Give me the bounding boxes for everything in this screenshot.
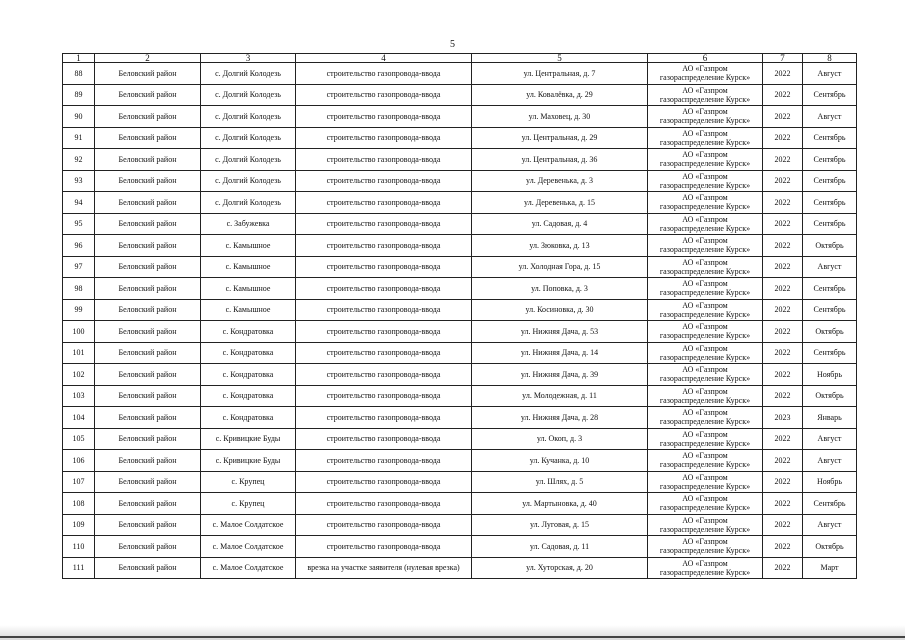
month-cell: Сентябрь	[803, 278, 857, 300]
month-cell: Сентябрь	[803, 149, 857, 171]
work-type-cell: строительство газопровода-ввода	[296, 364, 472, 386]
organization-cell	[648, 106, 763, 128]
settlement-cell: с. Малое Солдатское	[201, 557, 296, 579]
organization-line-2: газораспределение Курск»	[659, 94, 751, 104]
column-number-row	[63, 54, 857, 63]
organization-line-1: АО «Газпром	[682, 365, 728, 375]
month-cell: Сентябрь	[803, 342, 857, 364]
district-cell: Беловский район	[95, 536, 201, 558]
organization-line-1: АО «Газпром	[682, 150, 728, 160]
table-row	[63, 321, 857, 343]
year-cell: 2022	[763, 106, 803, 128]
settlement-cell: с. Кривицкие Буды	[201, 450, 296, 472]
organization-cell	[648, 428, 763, 450]
organization-line-1: АО «Газпром	[682, 85, 728, 95]
year-cell: 2022	[763, 235, 803, 257]
organization-line-2: газораспределение Курск»	[659, 438, 751, 448]
year-cell: 2023	[763, 407, 803, 429]
organization-cell	[648, 321, 763, 343]
year-cell: 2022	[763, 514, 803, 536]
settlement-cell: с. Кондратовка	[201, 407, 296, 429]
year-cell: 2022	[763, 63, 803, 85]
organization-line-2: газораспределение Курск»	[659, 417, 751, 427]
settlement-cell: с. Кондратовка	[201, 321, 296, 343]
month-cell: Август	[803, 106, 857, 128]
organization-line-2: газораспределение Курск»	[659, 331, 751, 341]
organization-cell	[648, 235, 763, 257]
row-number-cell: 110	[63, 536, 95, 558]
settlement-cell: с. Долгий Колодезь	[201, 63, 296, 85]
organization-line-2: газораспределение Курск»	[659, 546, 751, 556]
organization-line-1: АО «Газпром	[682, 494, 728, 504]
organization-line-1: АО «Газпром	[682, 515, 728, 525]
address-cell: ул. Деревенька, д. 3	[472, 170, 648, 192]
row-number-cell: 104	[63, 407, 95, 429]
month-cell: Октябрь	[803, 536, 857, 558]
organization-cell	[648, 514, 763, 536]
organization-cell	[648, 493, 763, 515]
organization-line-1: АО «Газпром	[682, 472, 728, 482]
year-cell: 2022	[763, 342, 803, 364]
district-cell: Беловский район	[95, 213, 201, 235]
settlement-cell: с. Камышное	[201, 235, 296, 257]
work-type-cell: строительство газопровода-ввода	[296, 428, 472, 450]
settlement-cell: с. Долгий Колодезь	[201, 106, 296, 128]
address-cell: ул. Маховец, д. 30	[472, 106, 648, 128]
year-cell: 2022	[763, 428, 803, 450]
table-row	[63, 127, 857, 149]
year-cell: 2022	[763, 385, 803, 407]
district-cell: Беловский район	[95, 407, 201, 429]
address-cell: ул. Садовая, д. 11	[472, 536, 648, 558]
row-number-cell: 95	[63, 213, 95, 235]
organization-cell	[648, 213, 763, 235]
settlement-cell: с. Камышное	[201, 299, 296, 321]
organization-cell	[648, 557, 763, 579]
column-header: 3	[201, 54, 296, 63]
organization-cell	[648, 407, 763, 429]
organization-line-2: газораспределение Курск»	[659, 159, 751, 169]
address-cell: ул. Центральная, д. 7	[472, 63, 648, 85]
address-cell: ул. Нижняя Дача, д. 28	[472, 407, 648, 429]
table-row	[63, 536, 857, 558]
row-number-cell: 107	[63, 471, 95, 493]
table-row	[63, 106, 857, 128]
month-cell: Сентябрь	[803, 170, 857, 192]
organization-line-1: АО «Газпром	[682, 214, 728, 224]
year-cell: 2022	[763, 192, 803, 214]
work-type-cell: строительство газопровода-ввода	[296, 235, 472, 257]
column-header: 5	[472, 54, 648, 63]
organization-line-1: АО «Газпром	[682, 322, 728, 332]
organization-line-1: АО «Газпром	[682, 107, 728, 117]
year-cell: 2022	[763, 471, 803, 493]
organization-cell	[648, 149, 763, 171]
district-cell: Беловский район	[95, 192, 201, 214]
row-number-cell: 105	[63, 428, 95, 450]
district-cell: Беловский район	[95, 256, 201, 278]
column-header: 6	[648, 54, 763, 63]
address-cell: ул. Поповка, д. 3	[472, 278, 648, 300]
settlement-cell: с. Долгий Колодезь	[201, 149, 296, 171]
organization-line-2: газораспределение Курск»	[659, 309, 751, 319]
row-number-cell: 99	[63, 299, 95, 321]
table-row	[63, 471, 857, 493]
settlement-cell: с. Кондратовка	[201, 364, 296, 386]
district-cell: Беловский район	[95, 342, 201, 364]
table-row	[63, 256, 857, 278]
column-header: 4	[296, 54, 472, 63]
address-cell: ул. Мартыновка, д. 40	[472, 493, 648, 515]
settlement-cell: с. Долгий Колодезь	[201, 84, 296, 106]
work-type-cell: строительство газопровода-ввода	[296, 149, 472, 171]
address-cell: ул. Зюковка, д. 13	[472, 235, 648, 257]
month-cell: Январь	[803, 407, 857, 429]
table-row	[63, 428, 857, 450]
organization-cell	[648, 278, 763, 300]
organization-line-2: газораспределение Курск»	[659, 73, 751, 83]
organization-line-1: АО «Газпром	[682, 279, 728, 289]
work-type-cell: строительство газопровода-ввода	[296, 127, 472, 149]
settlement-cell: с. Камышное	[201, 278, 296, 300]
address-cell: ул. Нижняя Дача, д. 53	[472, 321, 648, 343]
month-cell: Сентябрь	[803, 493, 857, 515]
column-header: 7	[763, 54, 803, 63]
work-type-cell: строительство газопровода-ввода	[296, 299, 472, 321]
year-cell: 2022	[763, 321, 803, 343]
organization-line-1: АО «Газпром	[682, 128, 728, 138]
work-type-cell: строительство газопровода-ввода	[296, 278, 472, 300]
table-row	[63, 493, 857, 515]
organization-cell	[648, 127, 763, 149]
address-cell: ул. Косиновка, д. 30	[472, 299, 648, 321]
work-type-cell: строительство газопровода-ввода	[296, 192, 472, 214]
year-cell: 2022	[763, 84, 803, 106]
work-type-cell: строительство газопровода-ввода	[296, 471, 472, 493]
work-type-cell: строительство газопровода-ввода	[296, 493, 472, 515]
month-cell: Август	[803, 256, 857, 278]
year-cell: 2022	[763, 213, 803, 235]
settlement-cell: с. Крупец	[201, 471, 296, 493]
district-cell: Беловский район	[95, 127, 201, 149]
district-cell: Беловский район	[95, 106, 201, 128]
settlement-cell: с. Долгий Колодезь	[201, 192, 296, 214]
table-row	[63, 192, 857, 214]
month-cell: Октябрь	[803, 321, 857, 343]
address-cell: ул. Центральная, д. 29	[472, 127, 648, 149]
organization-line-2: газораспределение Курск»	[659, 202, 751, 212]
month-cell: Март	[803, 557, 857, 579]
organization-line-1: АО «Газпром	[682, 300, 728, 310]
address-cell: ул. Центральная, д. 36	[472, 149, 648, 171]
month-cell: Сентябрь	[803, 213, 857, 235]
organization-cell	[648, 192, 763, 214]
organization-line-1: АО «Газпром	[682, 429, 728, 439]
settlement-cell: с. Камышное	[201, 256, 296, 278]
row-number-cell: 102	[63, 364, 95, 386]
table-row	[63, 170, 857, 192]
organization-cell	[648, 536, 763, 558]
address-cell: ул. Окоп, д. 3	[472, 428, 648, 450]
work-type-cell: строительство газопровода-ввода	[296, 536, 472, 558]
address-cell: ул. Садовая, д. 4	[472, 213, 648, 235]
work-type-cell: строительство газопровода-ввода	[296, 385, 472, 407]
organization-line-2: газораспределение Курск»	[659, 374, 751, 384]
row-number-cell: 90	[63, 106, 95, 128]
district-cell: Беловский район	[95, 557, 201, 579]
settlement-cell: с. Кондратовка	[201, 385, 296, 407]
table-row	[63, 63, 857, 85]
table-row	[63, 364, 857, 386]
organization-line-2: газораспределение Курск»	[659, 137, 751, 147]
row-number-cell: 103	[63, 385, 95, 407]
gasification-table	[62, 53, 857, 579]
table-row	[63, 149, 857, 171]
table-row	[63, 235, 857, 257]
district-cell: Беловский район	[95, 493, 201, 515]
organization-cell	[648, 364, 763, 386]
address-cell: ул. Хуторская, д. 20	[472, 557, 648, 579]
row-number-cell: 93	[63, 170, 95, 192]
table-row	[63, 299, 857, 321]
column-header: 2	[95, 54, 201, 63]
year-cell: 2022	[763, 299, 803, 321]
organization-line-1: АО «Газпром	[682, 408, 728, 418]
row-number-cell: 96	[63, 235, 95, 257]
work-type-cell: строительство газопровода-ввода	[296, 256, 472, 278]
month-cell: Август	[803, 63, 857, 85]
table-row	[63, 278, 857, 300]
table-row	[63, 84, 857, 106]
organization-line-2: газораспределение Курск»	[659, 481, 751, 491]
work-type-cell: строительство газопровода-ввода	[296, 63, 472, 85]
page-number: 5	[450, 39, 455, 50]
row-number-cell: 111	[63, 557, 95, 579]
district-cell: Беловский район	[95, 364, 201, 386]
organization-line-2: газораспределение Курск»	[659, 503, 751, 513]
organization-cell	[648, 170, 763, 192]
address-cell: ул. Луговая, д. 15	[472, 514, 648, 536]
month-cell: Сентябрь	[803, 299, 857, 321]
settlement-cell: с. Долгий Колодезь	[201, 170, 296, 192]
organization-line-2: газораспределение Курск»	[659, 245, 751, 255]
work-type-cell: строительство газопровода-ввода	[296, 321, 472, 343]
district-cell: Беловский район	[95, 84, 201, 106]
month-cell: Октябрь	[803, 235, 857, 257]
work-type-cell: строительство газопровода-ввода	[296, 342, 472, 364]
organization-line-2: газораспределение Курск»	[659, 395, 751, 405]
year-cell: 2022	[763, 364, 803, 386]
row-number-cell: 92	[63, 149, 95, 171]
settlement-cell: с. Долгий Колодезь	[201, 127, 296, 149]
settlement-cell: с. Забужевка	[201, 213, 296, 235]
row-number-cell: 101	[63, 342, 95, 364]
table-row	[63, 213, 857, 235]
address-cell: ул. Нижняя Дача, д. 14	[472, 342, 648, 364]
settlement-cell: с. Малое Солдатское	[201, 536, 296, 558]
year-cell: 2022	[763, 127, 803, 149]
organization-line-2: газораспределение Курск»	[659, 352, 751, 362]
district-cell: Беловский район	[95, 321, 201, 343]
organization-line-1: АО «Газпром	[682, 343, 728, 353]
month-cell: Ноябрь	[803, 471, 857, 493]
district-cell: Беловский район	[95, 170, 201, 192]
month-cell: Август	[803, 450, 857, 472]
organization-cell	[648, 299, 763, 321]
month-cell: Сентябрь	[803, 127, 857, 149]
work-type-cell: строительство газопровода-ввода	[296, 106, 472, 128]
address-cell: ул. Шлях, д. 5	[472, 471, 648, 493]
district-cell: Беловский район	[95, 471, 201, 493]
organization-line-2: газораспределение Курск»	[659, 223, 751, 233]
address-cell: ул. Молодежная, д. 11	[472, 385, 648, 407]
year-cell: 2022	[763, 278, 803, 300]
work-type-cell: строительство газопровода-ввода	[296, 514, 472, 536]
organization-cell	[648, 471, 763, 493]
year-cell: 2022	[763, 536, 803, 558]
month-cell: Октябрь	[803, 385, 857, 407]
settlement-cell: с. Кондратовка	[201, 342, 296, 364]
address-cell: ул. Ковалёвка, д. 29	[472, 84, 648, 106]
organization-line-1: АО «Газпром	[682, 537, 728, 547]
settlement-cell: с. Малое Солдатское	[201, 514, 296, 536]
year-cell: 2022	[763, 149, 803, 171]
organization-cell	[648, 84, 763, 106]
address-cell: ул. Нижняя Дача, д. 39	[472, 364, 648, 386]
table-row	[63, 450, 857, 472]
organization-line-2: газораспределение Курск»	[659, 567, 751, 577]
year-cell: 2022	[763, 170, 803, 192]
row-number-cell: 91	[63, 127, 95, 149]
row-number-cell: 98	[63, 278, 95, 300]
district-cell: Беловский район	[95, 149, 201, 171]
table-row	[63, 407, 857, 429]
row-number-cell: 97	[63, 256, 95, 278]
organization-line-2: газораспределение Курск»	[659, 180, 751, 190]
work-type-cell: врезка на участке заявителя (нулевая врезка)	[296, 557, 472, 579]
settlement-cell: с. Кривицкие Буды	[201, 428, 296, 450]
organization-cell	[648, 63, 763, 85]
district-cell: Беловский район	[95, 235, 201, 257]
month-cell: Сентябрь	[803, 84, 857, 106]
organization-cell	[648, 385, 763, 407]
year-cell: 2022	[763, 256, 803, 278]
month-cell: Сентябрь	[803, 192, 857, 214]
column-header: 8	[803, 54, 857, 63]
address-cell: ул. Деревенька, д. 15	[472, 192, 648, 214]
district-cell: Беловский район	[95, 514, 201, 536]
organization-line-1: АО «Газпром	[682, 64, 728, 74]
year-cell: 2022	[763, 557, 803, 579]
row-number-cell: 108	[63, 493, 95, 515]
work-type-cell: строительство газопровода-ввода	[296, 407, 472, 429]
month-cell: Август	[803, 514, 857, 536]
row-number-cell: 89	[63, 84, 95, 106]
district-cell: Беловский район	[95, 428, 201, 450]
organization-line-1: АО «Газпром	[682, 193, 728, 203]
organization-cell	[648, 342, 763, 364]
district-cell: Беловский район	[95, 385, 201, 407]
organization-line-2: газораспределение Курск»	[659, 288, 751, 298]
organization-line-1: АО «Газпром	[682, 451, 728, 461]
district-cell: Беловский район	[95, 299, 201, 321]
organization-line-1: АО «Газпром	[682, 386, 728, 396]
district-cell: Беловский район	[95, 450, 201, 472]
organization-cell	[648, 450, 763, 472]
organization-cell	[648, 256, 763, 278]
organization-line-1: АО «Газпром	[682, 558, 728, 568]
organization-line-2: газораспределение Курск»	[659, 524, 751, 534]
organization-line-2: газораспределение Курск»	[659, 460, 751, 470]
month-cell: Август	[803, 428, 857, 450]
work-type-cell: строительство газопровода-ввода	[296, 450, 472, 472]
settlement-cell: с. Крупец	[201, 493, 296, 515]
address-cell: ул. Кучанка, д. 10	[472, 450, 648, 472]
row-number-cell: 94	[63, 192, 95, 214]
organization-line-2: газораспределение Курск»	[659, 116, 751, 126]
column-header: 1	[63, 54, 95, 63]
row-number-cell: 100	[63, 321, 95, 343]
table-row	[63, 514, 857, 536]
organization-line-1: АО «Газпром	[682, 171, 728, 181]
month-cell: Ноябрь	[803, 364, 857, 386]
row-number-cell: 106	[63, 450, 95, 472]
organization-line-1: АО «Газпром	[682, 236, 728, 246]
table-row	[63, 385, 857, 407]
year-cell: 2022	[763, 450, 803, 472]
work-type-cell: строительство газопровода-ввода	[296, 213, 472, 235]
district-cell: Беловский район	[95, 63, 201, 85]
work-type-cell: строительство газопровода-ввода	[296, 170, 472, 192]
district-cell: Беловский район	[95, 278, 201, 300]
row-number-cell: 109	[63, 514, 95, 536]
page-edge-line	[0, 636, 905, 638]
table-row	[63, 342, 857, 364]
address-cell: ул. Холодная Гора, д. 15	[472, 256, 648, 278]
work-type-cell: строительство газопровода-ввода	[296, 84, 472, 106]
organization-line-1: АО «Газпром	[682, 257, 728, 267]
year-cell: 2022	[763, 493, 803, 515]
organization-line-2: газораспределение Курск»	[659, 266, 751, 276]
row-number-cell: 88	[63, 63, 95, 85]
table-row	[63, 557, 857, 579]
